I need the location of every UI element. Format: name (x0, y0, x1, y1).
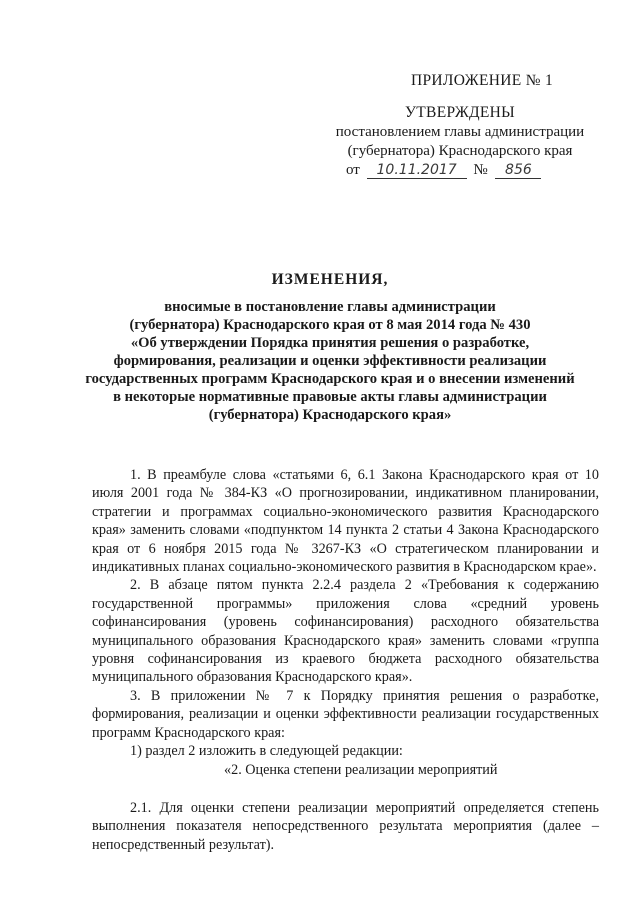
handwritten-number: 856 (495, 162, 541, 179)
title-line-2: (губернатора) Краснодарского края от 8 мая 2014 года № 430 (129, 317, 531, 333)
paragraph-4: 1) раздел 2 изложить в следующей редакции: (130, 743, 403, 760)
document-body (92, 466, 599, 854)
handwritten-date: 10.11.2017 (367, 162, 467, 179)
title-line-6: в некоторые нормативные правовые акты главы администрации (113, 389, 547, 405)
title-line-4: формирования, реализации и оценки эффективности реализации (113, 353, 547, 369)
paragraph-3: 3. В приложении № 7 к Порядку принятия решения о разработке, формирования, реализации и оценки эффективности реализации государственных программ Краснодарского края: (92, 687, 599, 741)
approved-by-line-2: (губернатора) Краснодарского края (347, 143, 573, 159)
approved-by-line-1: постановлением главы администрации (335, 124, 585, 140)
paragraph-6: 2.1. Для оценки степени реализации мероприятий определяется степень выполнения показателя непосредственного результата мероприятия (далее – непосредственный результат). (92, 799, 599, 853)
approved-label: УТВЕРЖДЕНЫ (405, 104, 515, 121)
title-line-1: вносимые в постановление главы администрации (164, 299, 496, 315)
date-prefix: от (346, 162, 360, 178)
title-line-3: «Об утверждении Порядка принятия решения о разработке, (130, 335, 530, 351)
appendix-label: ПРИЛОЖЕНИЕ № 1 (410, 72, 554, 89)
number-prefix: № (473, 162, 488, 178)
paragraph-2: 2. В абзаце пятом пункта 2.2.4 раздела 2 «Требования к содержанию государственной программы» приложения слова «средний уровень софинансирования (уровень софинансирования) расходного обязательства муниципального образования Краснодарского края» заменить словами «группа уровня софинансирования из краевого бюджета расходного обязательства муниципального образования Краснодарского края». (92, 577, 599, 686)
date-number-line (346, 161, 606, 180)
title-main: ИЗМЕНЕНИЯ, (271, 271, 389, 288)
title-line-5: государственных программ Краснодарского края и о внесении изменений (85, 371, 575, 387)
section-heading-quote: «2. Оценка степени реализации мероприятий (224, 761, 498, 778)
title-line-7: (губернатора) Краснодарского края» (208, 407, 452, 423)
paragraph-1: 1. В преамбуле слова «статьями 6, 6.1 Закона Краснодарского края от 10 июля 2001 года № 384-КЗ «О прогнозировании, индикативном планировании, стратегии и программах социально-экономического развития Краснодарского края» заменить словами «подпунктом 14 пункта 2 статьи 4 Закона Краснодарского края от 6 ноября 2015 года № 3267-КЗ «О стратегическом планировании и индикативных планах социально-экономического развития в Краснодарском крае». (92, 467, 599, 576)
document-title (70, 271, 590, 424)
